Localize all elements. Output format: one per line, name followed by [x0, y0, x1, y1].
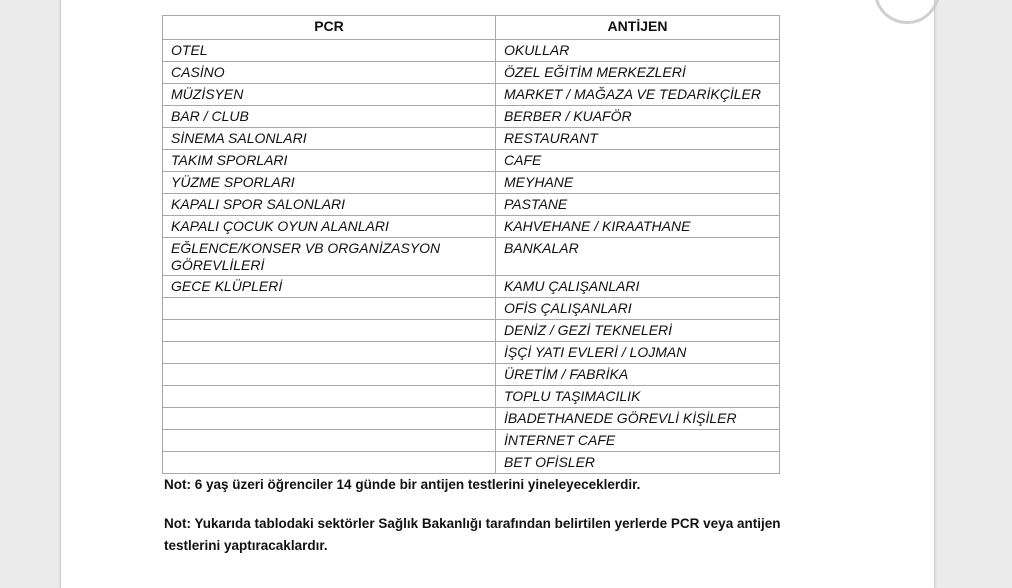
- pcr-cell: CASİNO: [163, 62, 496, 84]
- table-row: [163, 276, 780, 298]
- pcr-cell: SİNEMA SALONLARI: [163, 128, 496, 150]
- pcr-cell: EĞLENCE/KONSER VB ORGANİZASYON GÖREVLİLERİ: [163, 238, 496, 276]
- pcr-cell: TAKIM SPORLARI: [163, 150, 496, 172]
- pcr-cell: [163, 408, 496, 430]
- pcr-cell: [163, 298, 496, 320]
- pcr-cell: KAPALI SPOR SALONLARI: [163, 194, 496, 216]
- note-sectors: Not: Yukarıda tablodaki sektörler Sağlık Bakanlığı tarafından belirtilen yerlerde PCR veya antijen testlerini yaptıracaklardır.: [164, 516, 781, 553]
- antigen-cell: TOPLU TAŞIMACILIK: [496, 386, 780, 408]
- table-row: [163, 128, 780, 150]
- antigen-cell: MARKET / MAĞAZA VE TEDARİKÇİLER: [496, 84, 780, 106]
- note-students: Not: 6 yaş üzeri öğrenciler 14 günde bir antijen testlerini yineleyeceklerdir.: [164, 477, 641, 492]
- table-row: [163, 150, 780, 172]
- antigen-cell: DENİZ / GEZİ TEKNELERİ: [496, 320, 780, 342]
- pcr-cell: GECE KLÜPLERİ: [163, 276, 496, 298]
- pcr-antigen-table: [162, 15, 780, 474]
- table-row: [163, 430, 780, 452]
- table-row: [163, 342, 780, 364]
- table-row: [163, 452, 780, 474]
- antigen-cell: MEYHANE: [496, 172, 780, 194]
- antigen-cell: RESTAURANT: [496, 128, 780, 150]
- antigen-cell: ÖZEL EĞİTİM MERKEZLERİ: [496, 62, 780, 84]
- header-pcr: PCR: [163, 16, 496, 40]
- antigen-cell: BERBER / KUAFÖR: [496, 106, 780, 128]
- antigen-cell: OKULLAR: [496, 40, 780, 62]
- antigen-cell: KAHVEHANE / KIRAATHANE: [496, 216, 780, 238]
- table-row: [163, 172, 780, 194]
- table-row: [163, 320, 780, 342]
- table-row: [163, 40, 780, 62]
- header-antigen: ANTİJEN: [496, 16, 780, 40]
- table-row: [163, 238, 780, 276]
- table-row: [163, 62, 780, 84]
- pcr-cell: [163, 430, 496, 452]
- pcr-cell: [163, 364, 496, 386]
- antigen-cell: İBADETHANEDE GÖREVLİ KİŞİLER: [496, 408, 780, 430]
- table-row: [163, 106, 780, 128]
- pcr-cell: OTEL: [163, 40, 496, 62]
- antigen-cell: BET OFİSLER: [496, 452, 780, 474]
- antigen-cell: PASTANE: [496, 194, 780, 216]
- table-header-row: [163, 16, 780, 40]
- table-row: [163, 408, 780, 430]
- table-row: [163, 194, 780, 216]
- page-curl-decoration: [874, 0, 940, 24]
- pcr-cell: MÜZİSYEN: [163, 84, 496, 106]
- pcr-cell: [163, 320, 496, 342]
- table-row: [163, 84, 780, 106]
- antigen-cell: OFİS ÇALIŞANLARI: [496, 298, 780, 320]
- pcr-cell: KAPALI ÇOCUK OYUN ALANLARI: [163, 216, 496, 238]
- antigen-cell: KAMU ÇALIŞANLARI: [496, 276, 780, 298]
- pcr-cell: [163, 386, 496, 408]
- antigen-cell: ÜRETİM / FABRİKA: [496, 364, 780, 386]
- antigen-cell: BANKALAR: [496, 238, 780, 276]
- pcr-cell: [163, 342, 496, 364]
- pcr-cell: YÜZME SPORLARI: [163, 172, 496, 194]
- table-row: [163, 216, 780, 238]
- antigen-cell: İŞÇİ YATI EVLERİ / LOJMAN: [496, 342, 780, 364]
- antigen-cell: CAFE: [496, 150, 780, 172]
- table-row: [163, 386, 780, 408]
- antigen-cell: İNTERNET CAFE: [496, 430, 780, 452]
- table-row: [163, 364, 780, 386]
- pcr-cell: BAR / CLUB: [163, 106, 496, 128]
- table-row: [163, 298, 780, 320]
- pcr-cell: [163, 452, 496, 474]
